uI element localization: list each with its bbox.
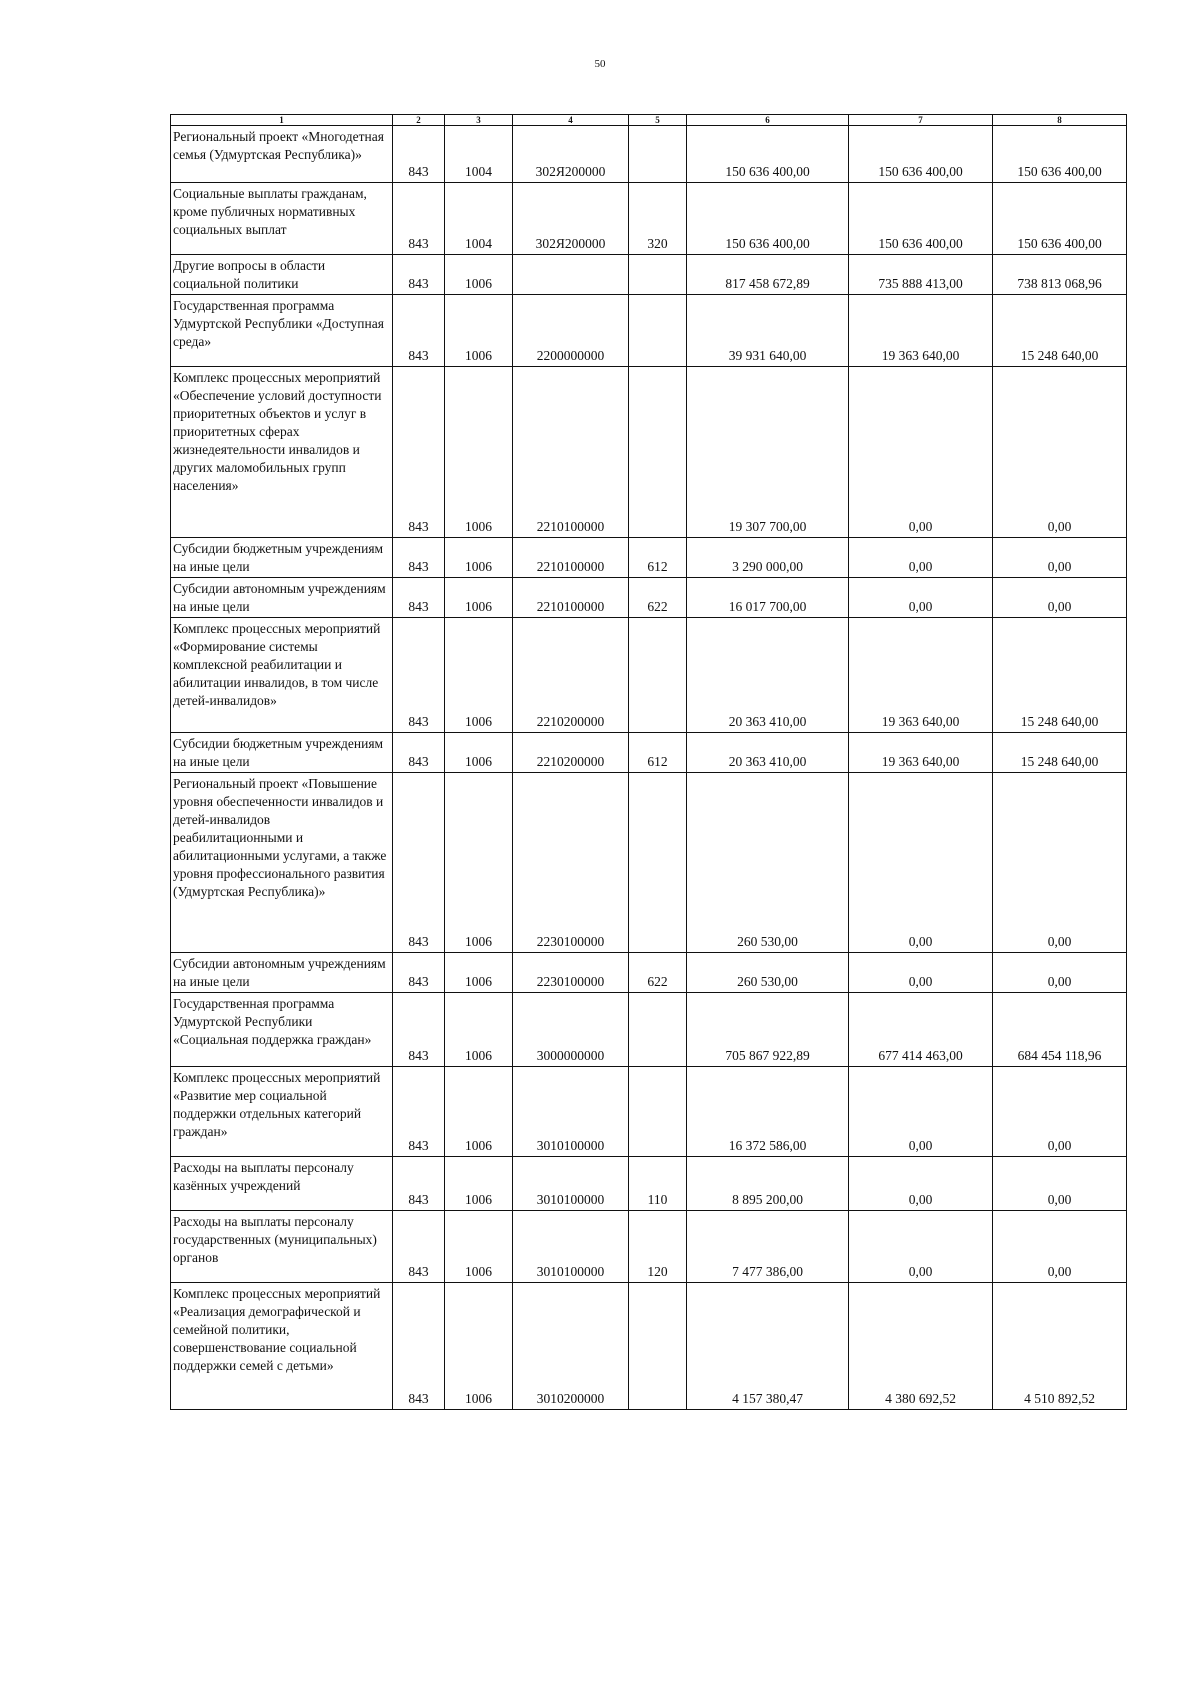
column-number-row (171, 115, 1127, 126)
row-col-4: 2210100000 (513, 578, 629, 618)
row-col-2: 843 (393, 1067, 445, 1157)
row-col-4: 3000000000 (513, 993, 629, 1067)
row-col-5: 612 (629, 733, 687, 773)
row-col-3: 1006 (445, 1211, 513, 1283)
row-col-4: 2230100000 (513, 953, 629, 993)
row-col-3: 1006 (445, 1157, 513, 1211)
row-amount-6: 16 017 700,00 (687, 578, 849, 618)
row-name: Комплекс процессных мероприятий «Развитие мер социальной поддержки отдельных категорий граждан» (171, 1067, 393, 1157)
row-amount-6: 7 477 386,00 (687, 1211, 849, 1283)
table-row (171, 1211, 1127, 1283)
row-col-2: 843 (393, 1157, 445, 1211)
row-col-3: 1006 (445, 993, 513, 1067)
row-amount-6: 817 458 672,89 (687, 255, 849, 295)
row-col-5 (629, 618, 687, 733)
row-col-2: 843 (393, 953, 445, 993)
row-col-5: 622 (629, 953, 687, 993)
row-col-3: 1006 (445, 733, 513, 773)
row-name: Региональный проект «Многодетная семья (Удмуртская Республика)» (171, 126, 393, 183)
row-col-3: 1006 (445, 618, 513, 733)
row-col-2: 843 (393, 295, 445, 367)
row-col-5: 612 (629, 538, 687, 578)
table-row (171, 1067, 1127, 1157)
row-amount-6: 4 157 380,47 (687, 1283, 849, 1410)
row-amount-7: 0,00 (849, 538, 993, 578)
row-col-2: 843 (393, 1283, 445, 1410)
row-amount-8: 0,00 (993, 538, 1127, 578)
row-amount-8: 0,00 (993, 578, 1127, 618)
row-col-2: 843 (393, 733, 445, 773)
row-col-5 (629, 1283, 687, 1410)
row-col-5: 622 (629, 578, 687, 618)
row-col-5 (629, 773, 687, 953)
row-amount-7: 0,00 (849, 1157, 993, 1211)
row-col-2: 843 (393, 618, 445, 733)
row-col-2: 843 (393, 367, 445, 538)
row-col-5 (629, 295, 687, 367)
row-col-3: 1006 (445, 1067, 513, 1157)
table-row (171, 538, 1127, 578)
table-row (171, 1283, 1127, 1410)
row-amount-6: 20 363 410,00 (687, 618, 849, 733)
row-name: Комплекс процессных мероприятий «Формирование системы комплексной реабилитации и абилитации инвалидов, в том числе детей-инвалидов» (171, 618, 393, 733)
row-amount-8: 0,00 (993, 367, 1127, 538)
row-amount-8: 0,00 (993, 1157, 1127, 1211)
row-amount-7: 0,00 (849, 1067, 993, 1157)
row-amount-6: 260 530,00 (687, 953, 849, 993)
row-amount-7: 0,00 (849, 953, 993, 993)
row-col-2: 843 (393, 993, 445, 1067)
row-amount-7: 0,00 (849, 578, 993, 618)
row-col-5 (629, 367, 687, 538)
row-col-2: 843 (393, 578, 445, 618)
row-col-3: 1006 (445, 538, 513, 578)
row-amount-6: 3 290 000,00 (687, 538, 849, 578)
row-amount-7: 0,00 (849, 367, 993, 538)
row-col-4: 2210100000 (513, 538, 629, 578)
row-name: Региональный проект «Повышение уровня обеспеченности инвалидов и детей-инвалидов реабилитационными и абилитационными услугами, а также уровня профессионального развития (Удмуртская Республика)» (171, 773, 393, 953)
row-col-2: 843 (393, 126, 445, 183)
row-amount-8: 15 248 640,00 (993, 733, 1127, 773)
row-amount-6: 19 307 700,00 (687, 367, 849, 538)
column-number: 4 (513, 115, 629, 126)
row-name: Комплекс процессных мероприятий «Обеспечение условий доступности приоритетных объектов и услуг в приоритетных сферах жизнедеятельности инвалидов и других маломобильных групп населения» (171, 367, 393, 538)
row-amount-8: 0,00 (993, 1067, 1127, 1157)
row-amount-8: 738 813 068,96 (993, 255, 1127, 295)
row-amount-6: 150 636 400,00 (687, 126, 849, 183)
row-name: Государственная программа Удмуртской Республики «Социальная поддержка граждан» (171, 993, 393, 1067)
row-col-2: 843 (393, 773, 445, 953)
row-amount-8: 0,00 (993, 773, 1127, 953)
row-name: Расходы на выплаты персоналу государственных (муниципальных) органов (171, 1211, 393, 1283)
row-amount-8: 0,00 (993, 953, 1127, 993)
row-col-3: 1006 (445, 773, 513, 953)
row-col-4: 3010100000 (513, 1067, 629, 1157)
row-name: Расходы на выплаты персоналу казённых учреждений (171, 1157, 393, 1211)
row-amount-6: 8 895 200,00 (687, 1157, 849, 1211)
table-row (171, 953, 1127, 993)
table-row (171, 773, 1127, 953)
row-col-5 (629, 993, 687, 1067)
row-col-5 (629, 255, 687, 295)
table-row (171, 578, 1127, 618)
row-col-5 (629, 126, 687, 183)
row-col-4: 3010100000 (513, 1157, 629, 1211)
row-amount-6: 150 636 400,00 (687, 183, 849, 255)
row-col-5: 120 (629, 1211, 687, 1283)
table-row (171, 733, 1127, 773)
row-amount-7: 0,00 (849, 773, 993, 953)
column-number: 3 (445, 115, 513, 126)
row-name: Комплекс процессных мероприятий «Реализация демографической и семейной политики, совершенствование социальной поддержки семей с детьми» (171, 1283, 393, 1410)
row-col-2: 843 (393, 183, 445, 255)
row-amount-7: 19 363 640,00 (849, 733, 993, 773)
row-amount-8: 4 510 892,52 (993, 1283, 1127, 1410)
row-amount-7: 19 363 640,00 (849, 295, 993, 367)
row-amount-6: 39 931 640,00 (687, 295, 849, 367)
table-row (171, 255, 1127, 295)
row-col-3: 1004 (445, 126, 513, 183)
table-row (171, 295, 1127, 367)
row-amount-7: 19 363 640,00 (849, 618, 993, 733)
row-col-4: 2210100000 (513, 367, 629, 538)
row-col-4: 2210200000 (513, 618, 629, 733)
column-number: 7 (849, 115, 993, 126)
row-amount-6: 705 867 922,89 (687, 993, 849, 1067)
table-row (171, 1157, 1127, 1211)
row-col-5: 320 (629, 183, 687, 255)
row-amount-6: 260 530,00 (687, 773, 849, 953)
row-col-4: 302Я200000 (513, 183, 629, 255)
row-amount-8: 15 248 640,00 (993, 618, 1127, 733)
row-amount-7: 4 380 692,52 (849, 1283, 993, 1410)
row-amount-7: 0,00 (849, 1211, 993, 1283)
row-col-2: 843 (393, 255, 445, 295)
row-name: Субсидии бюджетным учреждениям на иные цели (171, 538, 393, 578)
row-amount-8: 150 636 400,00 (993, 183, 1127, 255)
row-col-4: 3010100000 (513, 1211, 629, 1283)
row-amount-7: 677 414 463,00 (849, 993, 993, 1067)
row-col-2: 843 (393, 1211, 445, 1283)
row-amount-7: 735 888 413,00 (849, 255, 993, 295)
column-number: 1 (171, 115, 393, 126)
table-row (171, 183, 1127, 255)
row-amount-7: 150 636 400,00 (849, 126, 993, 183)
row-col-2: 843 (393, 538, 445, 578)
row-amount-8: 0,00 (993, 1211, 1127, 1283)
row-col-4: 3010200000 (513, 1283, 629, 1410)
row-name: Социальные выплаты гражданам, кроме публичных нормативных социальных выплат (171, 183, 393, 255)
row-name: Другие вопросы в области социальной политики (171, 255, 393, 295)
row-amount-8: 684 454 118,96 (993, 993, 1127, 1067)
row-amount-6: 20 363 410,00 (687, 733, 849, 773)
budget-table (170, 114, 1127, 1410)
row-name: Государственная программа Удмуртской Республики «Доступная среда» (171, 295, 393, 367)
row-col-5: 110 (629, 1157, 687, 1211)
row-col-4: 302Я200000 (513, 126, 629, 183)
row-col-4: 2210200000 (513, 733, 629, 773)
row-name: Субсидии автономным учреждениям на иные цели (171, 953, 393, 993)
column-number: 2 (393, 115, 445, 126)
row-col-5 (629, 1067, 687, 1157)
row-name: Субсидии бюджетным учреждениям на иные цели (171, 733, 393, 773)
table-row (171, 993, 1127, 1067)
row-amount-8: 150 636 400,00 (993, 126, 1127, 183)
row-col-3: 1006 (445, 578, 513, 618)
row-col-3: 1006 (445, 953, 513, 993)
row-amount-6: 16 372 586,00 (687, 1067, 849, 1157)
page-number: 50 (594, 58, 606, 70)
column-number: 6 (687, 115, 849, 126)
row-name: Субсидии автономным учреждениям на иные цели (171, 578, 393, 618)
table-row (171, 367, 1127, 538)
row-col-3: 1004 (445, 183, 513, 255)
row-col-4: 2230100000 (513, 773, 629, 953)
row-col-3: 1006 (445, 1283, 513, 1410)
table-row (171, 126, 1127, 183)
row-amount-7: 150 636 400,00 (849, 183, 993, 255)
column-number: 8 (993, 115, 1127, 126)
row-amount-8: 15 248 640,00 (993, 295, 1127, 367)
row-col-3: 1006 (445, 367, 513, 538)
column-number: 5 (629, 115, 687, 126)
table-row (171, 618, 1127, 733)
row-col-4: 2200000000 (513, 295, 629, 367)
row-col-3: 1006 (445, 255, 513, 295)
row-col-4 (513, 255, 629, 295)
row-col-3: 1006 (445, 295, 513, 367)
